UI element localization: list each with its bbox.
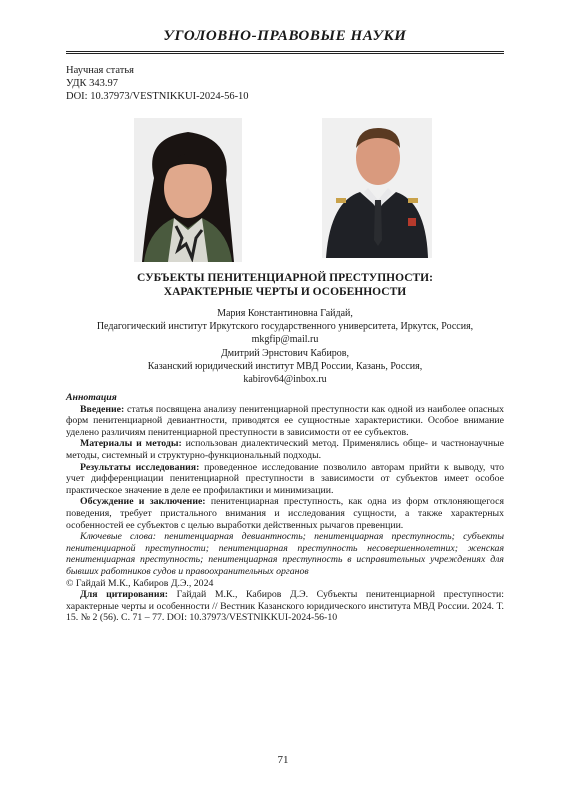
keywords: Ключевые слова: пенитенциарная девиантность; пенитенциарная преступность; субъекты пенитенциарной преступности; пенитенциарная преступность несовершеннолетних; женская пенитенциарная преступность; пенитенциарная преступность в исправительных учреждениях для бывших работников судов и правоохранительных органов [66,531,504,577]
author-affiliation: Педагогический институт Иркутского государственного университета, Иркутск, Россия, [96,321,474,333]
author-email: kabirov64@inbox.ru [243,374,327,386]
discussion-text: пенитенциарная преступность, как одна из форм отклоняющегося поведения, требует пристального внимания и исследования сущности, а также характерных особенностей ее субъектов с целью выработки действенных рычагов превенции. [66,496,504,531]
article-type: Научная статья [66,65,134,76]
abstract-results [66,462,504,497]
methods-label: Материалы и методы: [80,438,182,450]
introduction-label: Введение: [80,403,125,415]
results-text: проведенное исследование позволило авторам прийти к выводу, что учет дифференциации пенитенциарной преступности в зависимости от субъектов имеет особое практическое значение в деле ее профилактики и минимизации. [66,461,504,496]
abstract-introduction [66,404,504,439]
author-photo-kabirov [322,118,432,258]
citation-text: Гайдай М.К., Кабиров Д.Э. Субъекты пенитенциарной преступности: характерные черты и особенности // Вестник Казанского юридического института МВД России. 2024. Т. 15. № 2 (56). С. 71 – 77. DOI: 10.37973/VESTNIKKUI-2024-56-10 [66,589,504,624]
abstract [66,392,504,624]
journal-section-header: УГОЛОВНО-ПРАВОВЫЕ НАУКИ [163,28,407,44]
copyright: © Гайдай М.К., Кабиров Д.Э., 2024 [66,577,214,589]
author-email: mkgfip@mail.ru [251,334,319,346]
header-rule-thin [66,53,504,54]
abstract-methods [66,438,504,461]
page-number: 71 [277,754,289,766]
citation [66,589,504,624]
abstract-discussion [66,496,504,531]
title-line-1: СУБЪЕКТЫ ПЕНИТЕНЦИАРНОЙ ПРЕСТУПНОСТИ: [137,272,433,284]
author-photo-gaidai [134,118,242,262]
title-line-2: ХАРАКТЕРНЫЕ ЧЕРТЫ И ОСОБЕННОСТИ [163,286,407,298]
author-name: Мария Константиновна Гайдай, [217,308,353,319]
doi: DOI: 10.37973/VESTNIKKUI-2024-56-10 [66,91,249,102]
introduction-text: статья посвящена анализу пенитенциарной преступности как одной из наиболее опасных форм пенитенциарной девиантности, приводятся ее сущностные характеристики. Особое внимание уделено различиям пенитенциарной преступности в зависимости от ее субъектов. [66,403,504,438]
author-block [66,307,504,386]
article-title [90,271,480,299]
citation-label: Для цитирования: [80,589,169,601]
methods-text: использован диалектический метод. Применялись обще- и частнонаучные методы, системный и структурно-функциональный подходы. [66,438,505,461]
header-rule [66,51,504,52]
discussion-label: Обсуждение и заключение: [80,496,206,508]
article-meta [66,64,249,103]
results-label: Результаты исследования: [80,461,200,473]
abstract-heading: Аннотация [66,392,117,403]
author-affiliation: Казанский юридический институт МВД России, Казань, Россия, [147,360,423,372]
author-name: Дмитрий Эрнстович Кабиров, [220,347,350,359]
udk-code: УДК 343.97 [66,78,119,89]
